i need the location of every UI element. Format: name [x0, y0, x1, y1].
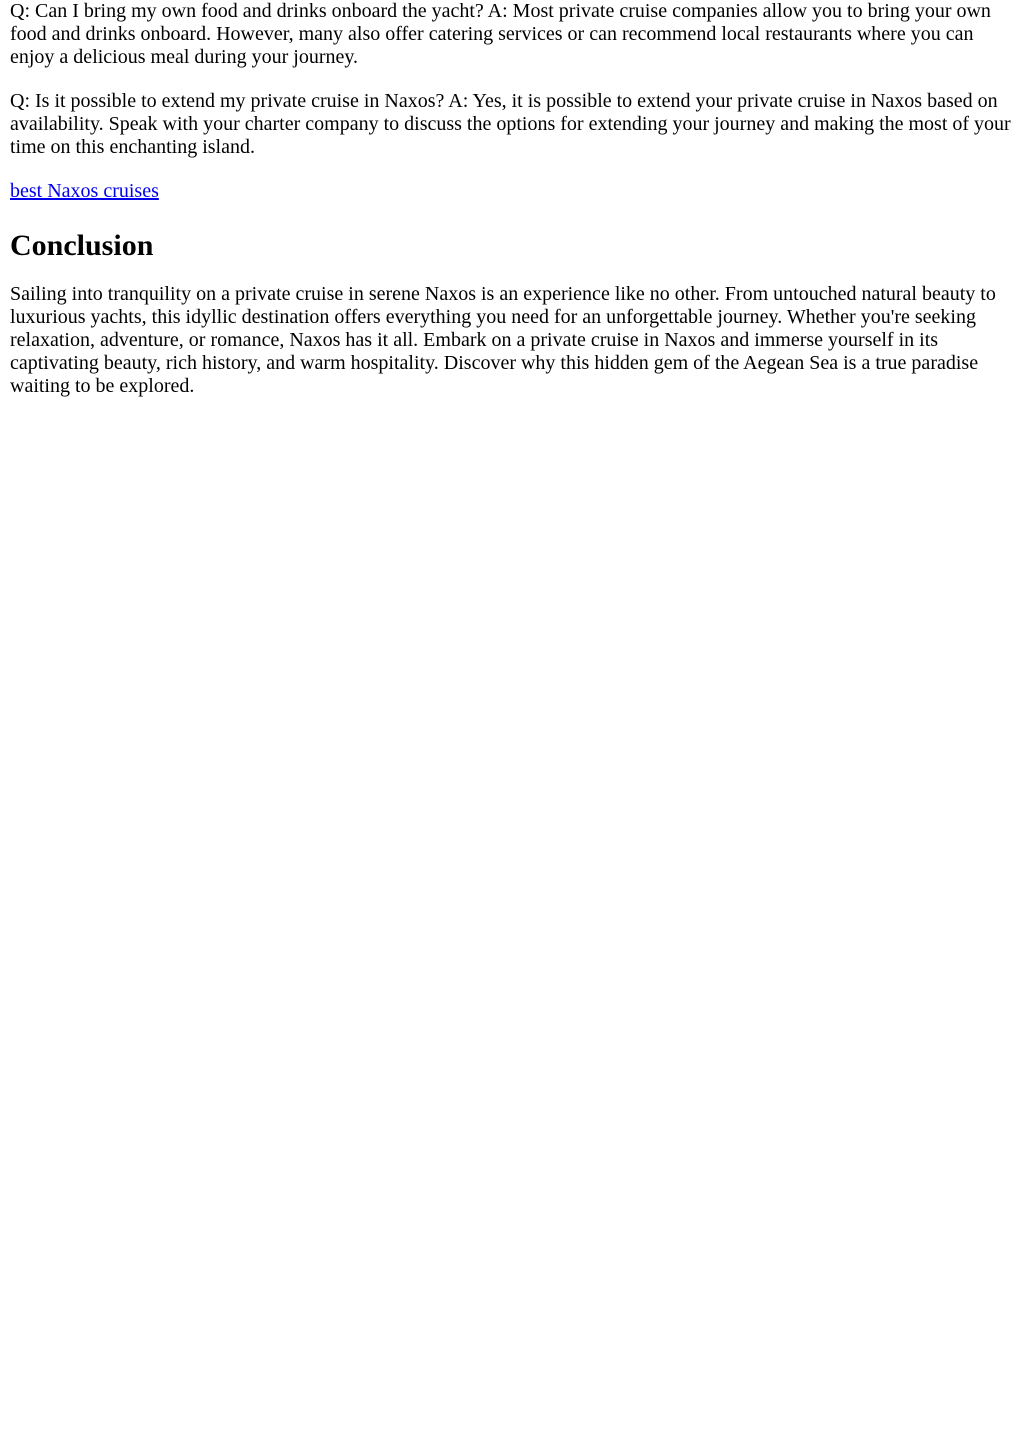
document-page — [0, 0, 1024, 398]
conclusion-paragraph: Sailing into tranquility on a private cruise in serene Naxos is an experience like no other. From untouched natural beauty to luxurious yachts, this idyllic destination offers everything you need for an unforgettable journey. Whether you're seeking relaxation, adventure, or romance, Naxos has it all. Embark on a private cruise in Naxos and immerse yourself in its captivating beauty, rich history, and warm hospitality. Discover why this hidden gem of the Aegean Sea is a true paradise waiting to be explored. — [10, 283, 996, 397]
faq-answer-food-drinks: Q: Can I bring my own food and drinks onboard the yacht? A: Most private cruise companies allow you to bring your own food and drinks onboard. However, many also offer catering services or can recommend local restaurants where you can enjoy a delicious meal during your journey. — [10, 0, 991, 68]
faq-answer-extend-cruise: Q: Is it possible to extend my private cruise in Naxos? A: Yes, it is possible to extend your private cruise in Naxos based on availability. Speak with your charter company to discuss the options for extending your journey and making the most of your time on this enchanting island. — [10, 90, 1011, 158]
link-paragraph — [10, 180, 1014, 203]
conclusion-heading: Conclusion — [10, 229, 154, 262]
best-naxos-cruises-link[interactable]: best Naxos cruises — [10, 180, 159, 202]
